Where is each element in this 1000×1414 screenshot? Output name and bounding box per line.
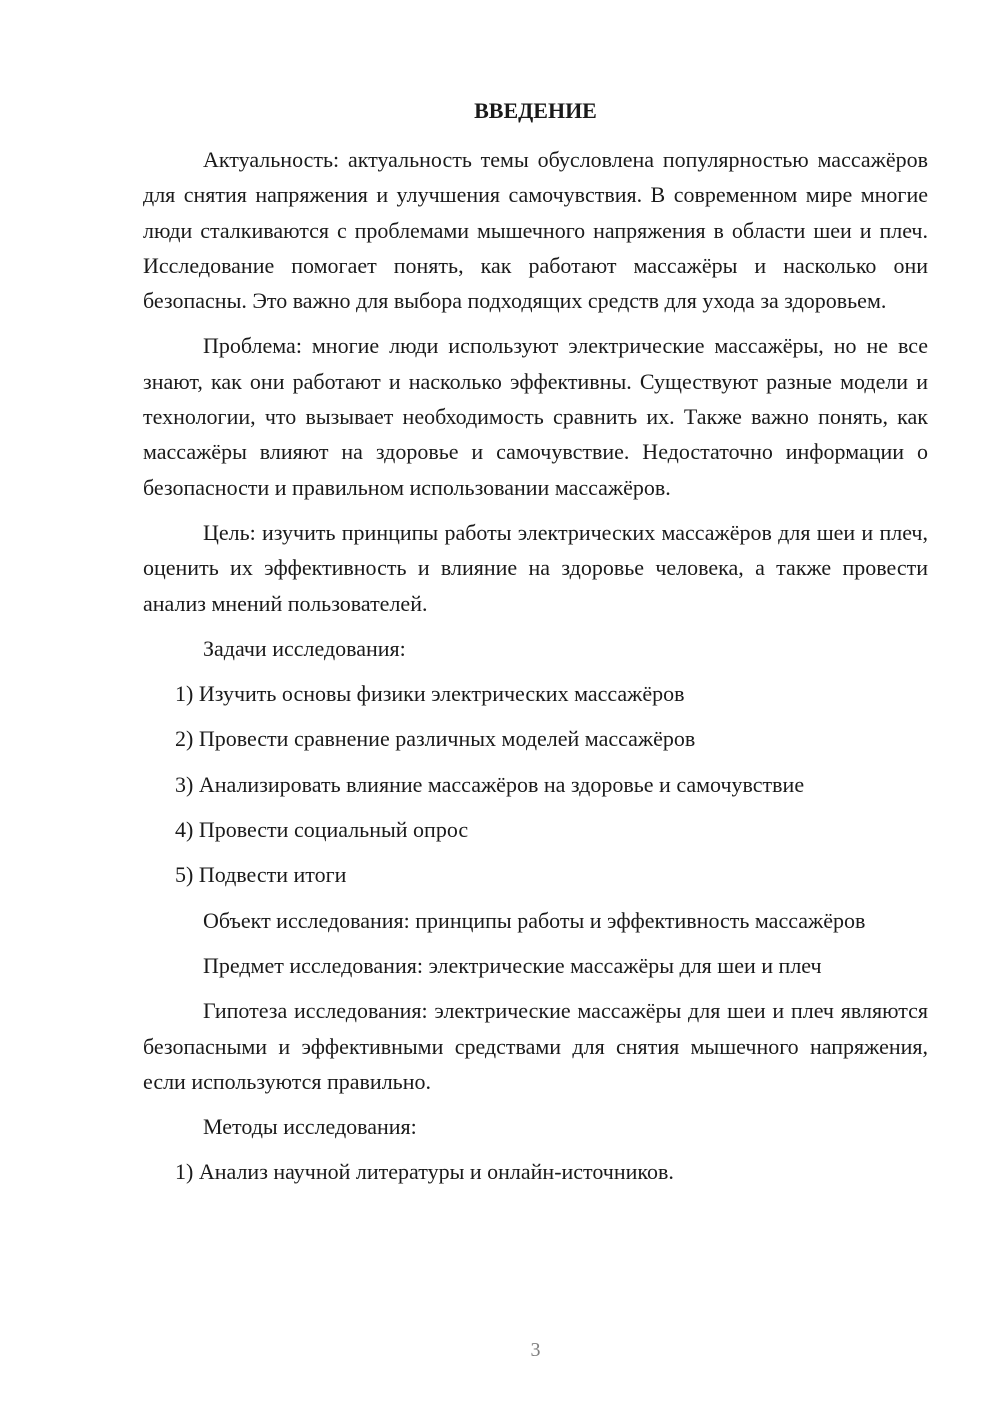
- document-page: [143, 0, 928, 1414]
- tasks-list: [143, 676, 928, 892]
- methods-heading: Методы исследования:: [203, 1114, 417, 1140]
- task-item-5: 5) Подвести итоги: [175, 862, 347, 888]
- task-item-1: 1) Изучить основы физики электрических массажёров: [175, 681, 685, 707]
- task-item-2: 2) Провести сравнение различных моделей массажёров: [175, 726, 696, 752]
- paragraph-problem: Проблема: многие люди используют электрические массажёры, но не все знают, как они работают и насколько эффективны. Существуют разные модели и технологии, что вызывает необходимость сравнить их. Также важно понять, как массажёры влияют на здоровье и самочувствие. Недостаточно информации о безопасности и правильном использовании массажёров.: [143, 333, 928, 500]
- paragraph-object: Объект исследования: принципы работы и эффективность массажёров: [203, 907, 866, 933]
- task-item-4: 4) Провести социальный опрос: [175, 817, 469, 843]
- methods-list: [143, 1154, 928, 1189]
- page-content: [143, 142, 928, 1200]
- method-item-1: 1) Анализ научной литературы и онлайн-источников.: [175, 1159, 674, 1185]
- page-number: 3: [530, 1339, 541, 1361]
- tasks-heading: Задачи исследования:: [203, 635, 406, 661]
- paragraph-goal: Цель: изучить принципы работы электрических массажёров для шеи и плеч, оценить их эффективность и влияние на здоровье человека, а также провести анализ мнений пользователей.: [143, 519, 928, 616]
- paragraph-hypothesis: Гипотеза исследования: электрические массажёры для шеи и плеч являются безопасными и эффективными средствами для снятия мышечного напряжения, если используются правильно.: [143, 998, 928, 1094]
- paragraph-subject: Предмет исследования: электрические массажёры для шеи и плеч: [203, 952, 822, 978]
- task-item-3: 3) Анализировать влияние массажёров на здоровье и самочувствие: [175, 771, 805, 797]
- paragraph-relevance: Актуальность: актуальность темы обусловлена популярностью массажёров для снятия напряжения и улучшения самочувствия. В современном мире многие люди сталкиваются с проблемами мышечного напряжения в области шеи и плеч. Исследование помогает понять, как работают массажёры и насколько они безопасны. Это важно для выбора подходящих средств для ухода за здоровьем.: [143, 147, 928, 314]
- page-title: ВВЕДЕНИЕ: [474, 98, 597, 123]
